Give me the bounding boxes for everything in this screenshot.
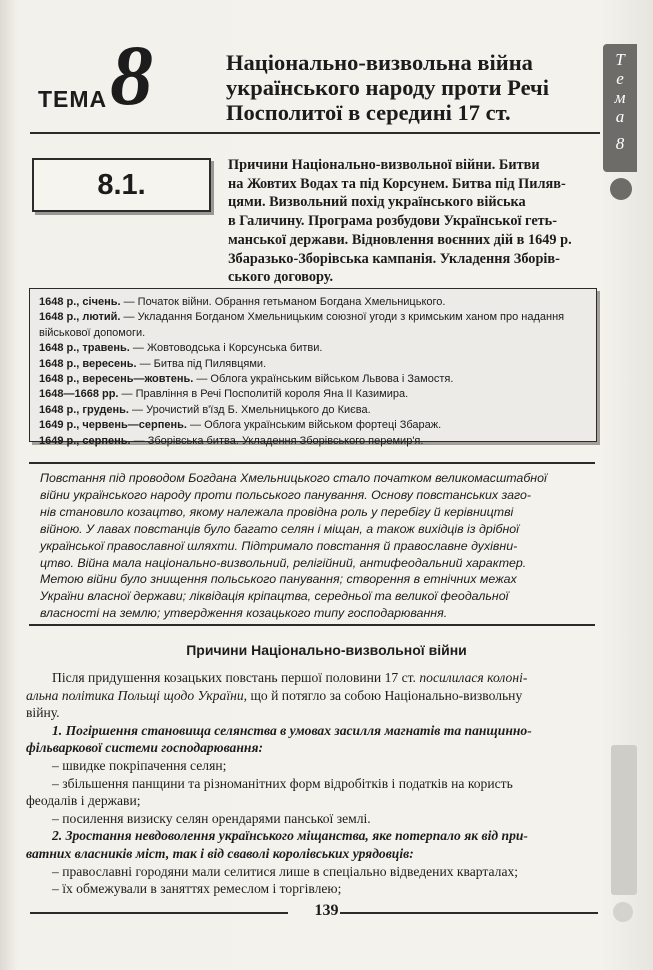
section-summary [228, 156, 598, 287]
page-number: 139 [314, 902, 339, 919]
thumb-tab-faded-strip [611, 745, 637, 895]
dash-item: – посилення визиску селян орендарями панської землі. [52, 810, 371, 826]
body-text-run: , що й потягло за собою Національно-визвольну [243, 687, 523, 703]
summary-line: Збаразько-Зборівська кампанія. Укладення Зборів- [228, 250, 560, 267]
chronology-item [39, 418, 591, 433]
cause-heading [26, 827, 601, 845]
chronology-date: 1648 р., грудень. [39, 403, 129, 416]
dash-item-cont: феодалів і держави; [26, 793, 141, 809]
cause-heading-cont [26, 845, 601, 863]
body-paragraph-cont [26, 687, 601, 705]
intro-line: війни українського народу проти польського панування. Основу повстанських заго- [40, 487, 531, 502]
chronology-text: — Битва під Пилявцями. [136, 357, 267, 370]
cause-heading-text: фільваркової системи господарювання: [26, 740, 263, 756]
footer-rule-right [340, 912, 598, 914]
body-text-run: війну. [26, 705, 60, 721]
chronology-text: — Облога українським військом фортеці Збараж. [186, 419, 442, 432]
body-text-run: Після придушення козацьких повстань першої половини 17 ст. [52, 670, 420, 685]
chronology-date: 1648 р., вересень—жовтень. [39, 373, 194, 386]
dash-item: – збільшення панщини та різноманітних форм відробітків і податків на користь [52, 775, 513, 791]
intro-line: Метою війни було знищення польського панування; створення в етнічних межах [40, 572, 517, 587]
chronology-date: 1648 р., січень. [39, 296, 121, 308]
chronology-text: — Облога українським військом Львова і Замостя. [193, 373, 454, 386]
chronology-date: 1648—1668 рр. [39, 388, 119, 401]
thumb-tab-number: 8 [615, 134, 625, 153]
chronology-item [39, 341, 591, 356]
summary-line: Причини Національно-визвольної війни. Битви [228, 157, 540, 173]
intro-paragraph [40, 470, 588, 622]
tema-label: ТЕМА [38, 86, 108, 112]
chapter-title-line: Посполитої в середині 17 ст. [226, 100, 511, 125]
chronology-text: — Правління в Речі Посполитій короля Яна II Казимира. [118, 388, 409, 401]
intro-top-rule [29, 462, 595, 464]
cause-heading [26, 722, 601, 740]
summary-line: цями. Визвольний похід українського війська [228, 194, 526, 211]
dash-item: – православні городяни мали селитися лише в спеціально відведених кварталах; [52, 863, 519, 879]
chronology-item [39, 310, 591, 341]
chronology-text: — Урочистий в'їзд Б. Хмельницького до Києва. [128, 403, 371, 416]
chronology-item [39, 295, 591, 310]
intro-line: України власної держави; ліквідація кріпацтва, середньої та великої феодальної [40, 589, 509, 604]
summary-line: ського договору. [228, 269, 334, 286]
thumb-tab-letter: м [614, 88, 626, 107]
chronology-text: — Початок війни. Обрання гетьманом Богдана Хмельницького. [120, 296, 446, 308]
body-paragraph-cont [26, 704, 601, 722]
intro-line: української православної шляхти. Підтримало повстання й православне духівни- [40, 538, 518, 553]
body-text [26, 669, 601, 898]
thumb-tab-letter: е [616, 69, 624, 88]
chronology-item [39, 372, 591, 387]
header-rule [30, 132, 600, 134]
summary-line: в Галичину. Програма розбудови Української геть- [228, 213, 558, 230]
summary-line: на Жовтих Водах та під Корсунем. Битва під Пиляв- [228, 175, 566, 192]
section-number: 8.1. [97, 169, 146, 201]
thumb-tab-circle [610, 178, 632, 200]
chronology-item [39, 357, 591, 372]
chronology-item [39, 403, 591, 418]
section-heading: Причини Національно-визвольної війни [186, 642, 467, 658]
intro-line: нів становило козацтво, якому належала провідна роль у перебігу й керівництві [40, 504, 514, 519]
summary-line: манської держави. Відновлення воєнних дій в 1649 р. [228, 231, 572, 248]
body-paragraph [26, 669, 601, 687]
chronology-text: — Зборівська битва. Укладення Зборівського перемир'я. [130, 434, 424, 447]
cause-heading-cont [26, 739, 601, 757]
chronology-box [29, 288, 597, 447]
chronology-item [39, 434, 591, 449]
intro-line: власності на землю; утвердження козацького типу господарювання. [40, 606, 448, 621]
chapter-title [226, 50, 596, 125]
dash-item: – їх обмежували в заняттях ремеслом і торгівлею; [52, 881, 342, 897]
tema-number: 8 [110, 27, 153, 123]
chronology-text: — Укладання Богданом Хмельницьким союзної угоди з кримським ханом про надання військової допомоги. [39, 311, 565, 339]
chronology-date: 1649 р., червень—серпень. [39, 419, 187, 432]
chronology-list [39, 295, 591, 449]
chapter-title-line: українського народу проти Речі [226, 75, 549, 100]
cause-heading-text: 2. Зростання невдоволення українського міщанства, яке потерпало як від при- [52, 828, 528, 844]
chronology-date: 1649 р., серпень. [39, 434, 131, 447]
intro-bottom-rule [29, 624, 595, 626]
body-emphasis: альна політика Польщі щодо України [26, 687, 244, 703]
chapter-thumb-tab [603, 44, 637, 172]
section-number-box [32, 158, 211, 212]
cause-heading-text: ватних власників міст, так і від сваволі королівських урядовців: [26, 845, 414, 861]
thumb-tab-letter: а [615, 107, 625, 126]
intro-line: війною. У лавах повстанців було багато селян і міщан, а також вихідців із дрібної [40, 521, 519, 536]
chronology-item [39, 387, 591, 402]
chronology-date: 1648 р., вересень. [39, 357, 137, 370]
body-emphasis: посилилася колоні- [419, 670, 528, 685]
chronology-date: 1648 р., травень. [39, 342, 130, 355]
chapter-title-line: Національно-визвольна війна [226, 50, 533, 75]
intro-line: цтво. Війна мала національно-визвольний, релігійний, антифеодальний характер. [40, 555, 527, 570]
chronology-text: — Жовтоводська і Корсунська битви. [129, 342, 323, 355]
intro-line: Повстання під проводом Богдана Хмельницького стало початком великомасштабної [40, 471, 547, 485]
dash-item: – швидке покріпачення селян; [52, 757, 227, 773]
thumb-tab-letter: Т [615, 50, 625, 69]
cause-heading-text: 1. Погіршення становища селянства в умовах засилля магнатів та панщинно- [52, 722, 532, 738]
chronology-date: 1648 р., лютий. [39, 311, 121, 324]
